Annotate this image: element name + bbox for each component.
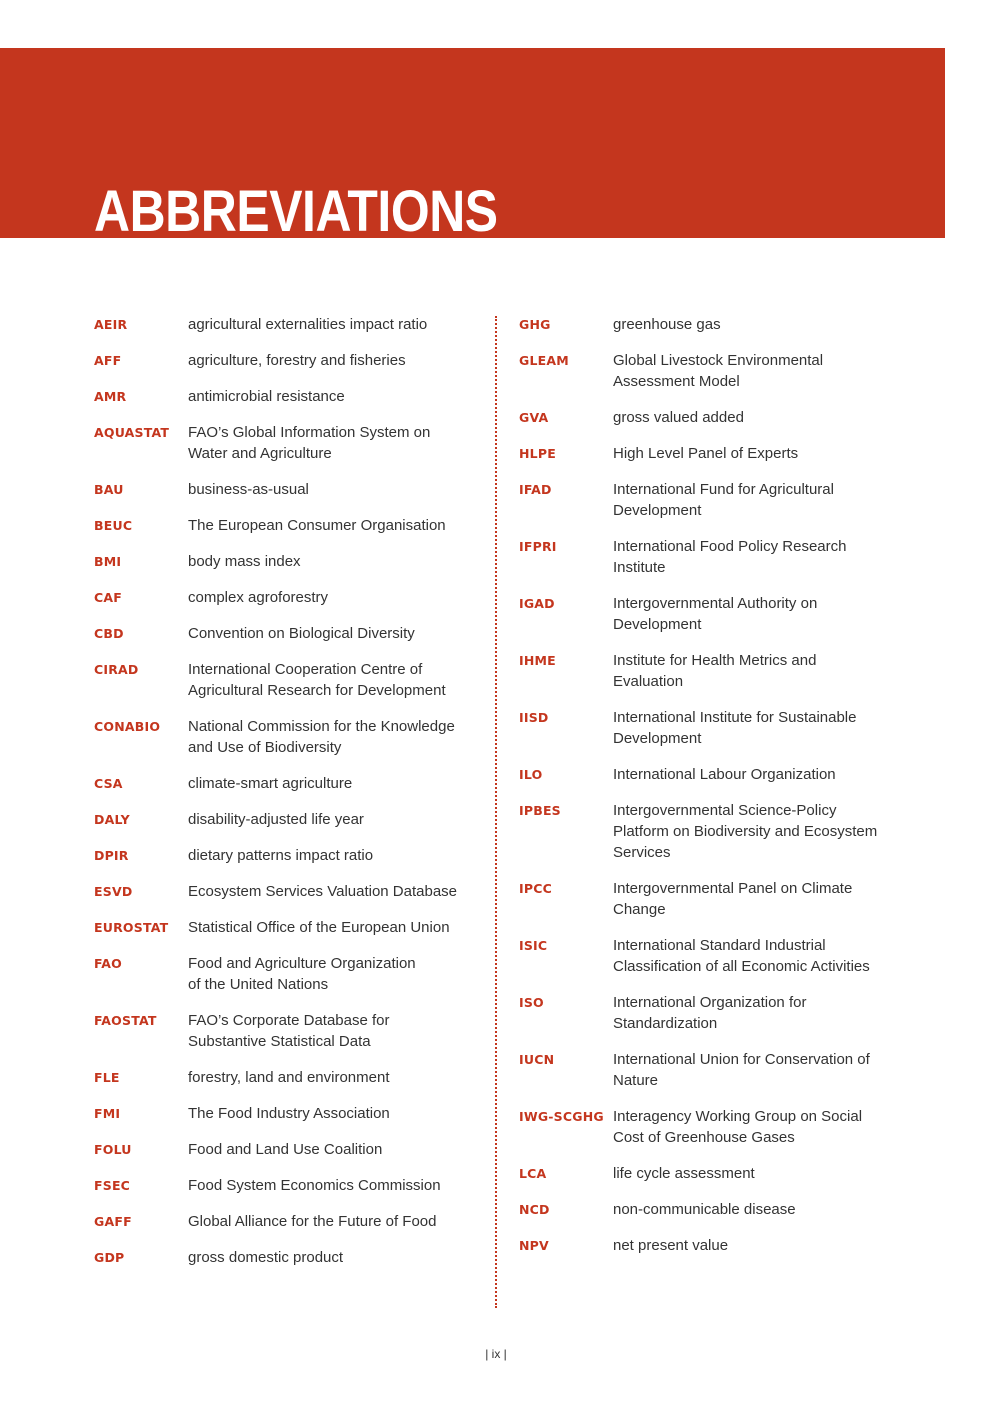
abbreviation-entry [519, 407, 899, 428]
abbreviation-definition: FAO’s Corporate Database for Substantive Statistical Data [188, 1012, 390, 1050]
abbreviation-term: IGAD [519, 596, 555, 611]
abbreviation-definition: greenhouse gas [613, 316, 721, 333]
abbreviation-term: FAO [94, 956, 123, 971]
abbreviation-definition: non-communicable disease [613, 1201, 796, 1218]
abbreviation-entry [94, 1211, 474, 1232]
abbreviation-term: DPIR [94, 848, 129, 863]
abbreviation-definition: The European Consumer Organisation [188, 517, 446, 534]
abbreviation-term: FSEC [94, 1178, 131, 1193]
abbreviation-definition: Global Alliance for the Future of Food [188, 1213, 437, 1230]
abbreviation-definition: agriculture, forestry and fisheries [188, 352, 406, 369]
column-divider [495, 316, 497, 1308]
abbreviation-term: IUCN [519, 1052, 555, 1067]
abbreviation-definition: gross valued added [613, 409, 744, 426]
abbreviation-entry [94, 479, 474, 500]
abbreviation-entry [94, 1139, 474, 1160]
abbreviation-term: CONABIO [94, 719, 161, 734]
abbreviation-term: GDP [94, 1250, 125, 1265]
abbreviation-term: ESVD [94, 884, 133, 899]
abbreviation-definition: Global Livestock Environmental Assessment Model [613, 352, 824, 390]
abbreviation-entry [519, 935, 899, 977]
abbreviation-term: CSA [94, 776, 123, 791]
abbreviation-term: AQUASTAT [94, 425, 170, 440]
abbreviation-entry [94, 881, 474, 902]
abbreviation-entry [519, 1049, 899, 1091]
abbreviation-term: IISD [519, 710, 549, 725]
abbreviation-definition: complex agroforestry [188, 589, 329, 606]
abbreviation-definition: Interagency Working Group on Social Cost of Greenhouse Gases [613, 1108, 863, 1146]
abbreviation-term: IPBES [519, 803, 561, 818]
abbreviation-definition: agricultural externalities impact ratio [188, 316, 428, 333]
abbreviation-term: BMI [94, 554, 122, 569]
abbreviation-term: AFF [94, 353, 122, 368]
abbreviation-definition: International Labour Organization [613, 766, 836, 783]
abbreviation-definition: Statistical Office of the European Union [188, 919, 450, 936]
abbreviation-definition: life cycle assessment [613, 1165, 755, 1182]
abbreviation-entry [519, 1235, 899, 1256]
abbreviation-entry [94, 1175, 474, 1196]
abbreviation-term: AMR [94, 389, 127, 404]
abbreviation-definition: net present value [613, 1237, 729, 1254]
abbreviation-entry [94, 809, 474, 830]
abbreviation-definition: International Cooperation Centre of Agricultural Research for Development [188, 661, 446, 699]
abbreviation-definition: Intergovernmental Science-Policy Platform on Biodiversity and Ecosystem Services [613, 802, 878, 861]
abbreviation-definition: International Organization for Standardization [613, 994, 807, 1032]
abbreviation-term: IFAD [519, 482, 552, 497]
abbreviation-term: IHME [519, 653, 556, 668]
abbreviation-entry [519, 707, 899, 749]
abbreviation-entry [94, 515, 474, 536]
abbreviation-term: FLE [94, 1070, 120, 1085]
abbreviation-entry [519, 764, 899, 785]
abbreviation-definition: The Food Industry Association [188, 1105, 390, 1122]
abbreviation-entry [94, 773, 474, 794]
abbreviation-entry [94, 386, 474, 407]
abbreviation-term: CIRAD [94, 662, 139, 677]
abbreviation-term: FMI [94, 1106, 121, 1121]
abbreviation-entry [519, 878, 899, 920]
abbreviation-term: DALY [94, 812, 130, 827]
abbreviation-term: GLEAM [519, 353, 569, 368]
abbreviation-definition: forestry, land and environment [188, 1069, 390, 1086]
abbreviation-definition: Food and Agriculture Organization of the United Nations [188, 955, 416, 993]
abbreviation-entry [94, 953, 474, 995]
abbreviation-definition: Intergovernmental Authority on Development [613, 595, 818, 633]
abbreviation-entry [94, 1247, 474, 1268]
abbreviation-entry [519, 536, 899, 578]
abbreviation-definition: dietary patterns impact ratio [188, 847, 374, 864]
abbreviation-term: CBD [94, 626, 124, 641]
abbreviation-entry [94, 716, 474, 758]
abbreviation-entry [519, 1106, 899, 1148]
abbreviation-entry [94, 422, 474, 464]
abbreviation-entry [94, 350, 474, 371]
abbreviation-entry [519, 350, 899, 392]
abbreviation-entry [519, 314, 899, 335]
abbreviation-term: BAU [94, 482, 124, 497]
abbreviation-definition: climate-smart agriculture [188, 775, 353, 792]
abbreviation-definition: disability-adjusted life year [188, 811, 364, 828]
abbreviation-term: BEUC [94, 518, 133, 533]
abbreviation-term: EUROSTAT [94, 920, 169, 935]
abbreviation-definition: International Institute for Sustainable Development [613, 709, 857, 747]
abbreviation-entry [94, 1067, 474, 1088]
page-title: ABBREVIATIONS [94, 179, 498, 244]
abbreviation-definition: Food System Economics Commission [188, 1177, 441, 1194]
abbreviation-term: GVA [519, 410, 549, 425]
abbreviation-term: IPCC [519, 881, 552, 896]
abbreviation-term: FOLU [94, 1142, 132, 1157]
abbreviation-entry [519, 479, 899, 521]
abbreviation-entry [519, 593, 899, 635]
abbreviation-entry [94, 1103, 474, 1124]
abbreviation-entry [519, 650, 899, 692]
abbreviation-definition: International Food Policy Research Institute [613, 538, 847, 576]
abbreviation-definition: International Standard Industrial Classification of all Economic Activities [613, 937, 870, 975]
abbreviation-term: FAOSTAT [94, 1013, 157, 1028]
abbreviation-entry [519, 800, 899, 863]
abbreviation-entry [94, 659, 474, 701]
abbreviation-definition: National Commission for the Knowledge and Use of Biodiversity [188, 718, 455, 756]
abbreviation-term: ISO [519, 995, 544, 1010]
abbreviation-definition: Convention on Biological Diversity [188, 625, 415, 642]
abbreviation-definition: Intergovernmental Panel on Climate Change [613, 880, 853, 918]
abbreviation-entry [94, 845, 474, 866]
abbreviation-term: AEIR [94, 317, 128, 332]
abbreviation-definition: Institute for Health Metrics and Evaluation [613, 652, 817, 690]
abbreviation-term: GHG [519, 317, 551, 332]
abbreviation-definition: International Fund for Agricultural Development [613, 481, 834, 519]
abbreviation-entry [94, 314, 474, 335]
abbreviation-entry [94, 551, 474, 572]
abbreviation-term: CAF [94, 590, 122, 605]
abbreviation-definition: antimicrobial resistance [188, 388, 345, 405]
abbreviation-term: IWG-SCGHG [519, 1109, 604, 1124]
abbreviation-term: ILO [519, 767, 543, 782]
abbreviations-left-column [94, 314, 474, 1283]
page-number: | ix | [485, 1347, 507, 1361]
abbreviation-entry [94, 623, 474, 644]
abbreviation-entry [519, 1163, 899, 1184]
abbreviation-entry [519, 1199, 899, 1220]
abbreviation-entry [519, 992, 899, 1034]
abbreviation-term: LCA [519, 1166, 547, 1181]
abbreviation-term: ISIC [519, 938, 548, 953]
abbreviations-right-column [519, 314, 899, 1271]
abbreviation-entry [94, 917, 474, 938]
abbreviation-definition: body mass index [188, 553, 301, 570]
abbreviation-definition: FAO’s Global Information System on Water and Agriculture [188, 424, 431, 462]
abbreviation-definition: Ecosystem Services Valuation Database [188, 883, 458, 900]
abbreviation-term: GAFF [94, 1214, 132, 1229]
abbreviation-term: IFPRI [519, 539, 557, 554]
abbreviation-definition: gross domestic product [188, 1249, 344, 1266]
abbreviation-term: NPV [519, 1238, 549, 1253]
abbreviation-entry [519, 443, 899, 464]
abbreviation-entry [94, 1010, 474, 1052]
abbreviation-entry [94, 587, 474, 608]
abbreviation-definition: business-as-usual [188, 481, 309, 498]
abbreviation-term: HLPE [519, 446, 556, 461]
abbreviation-definition: Food and Land Use Coalition [188, 1141, 383, 1158]
abbreviation-definition: High Level Panel of Experts [613, 445, 799, 462]
abbreviation-term: NCD [519, 1202, 550, 1217]
abbreviation-definition: International Union for Conservation of Nature [613, 1051, 870, 1089]
